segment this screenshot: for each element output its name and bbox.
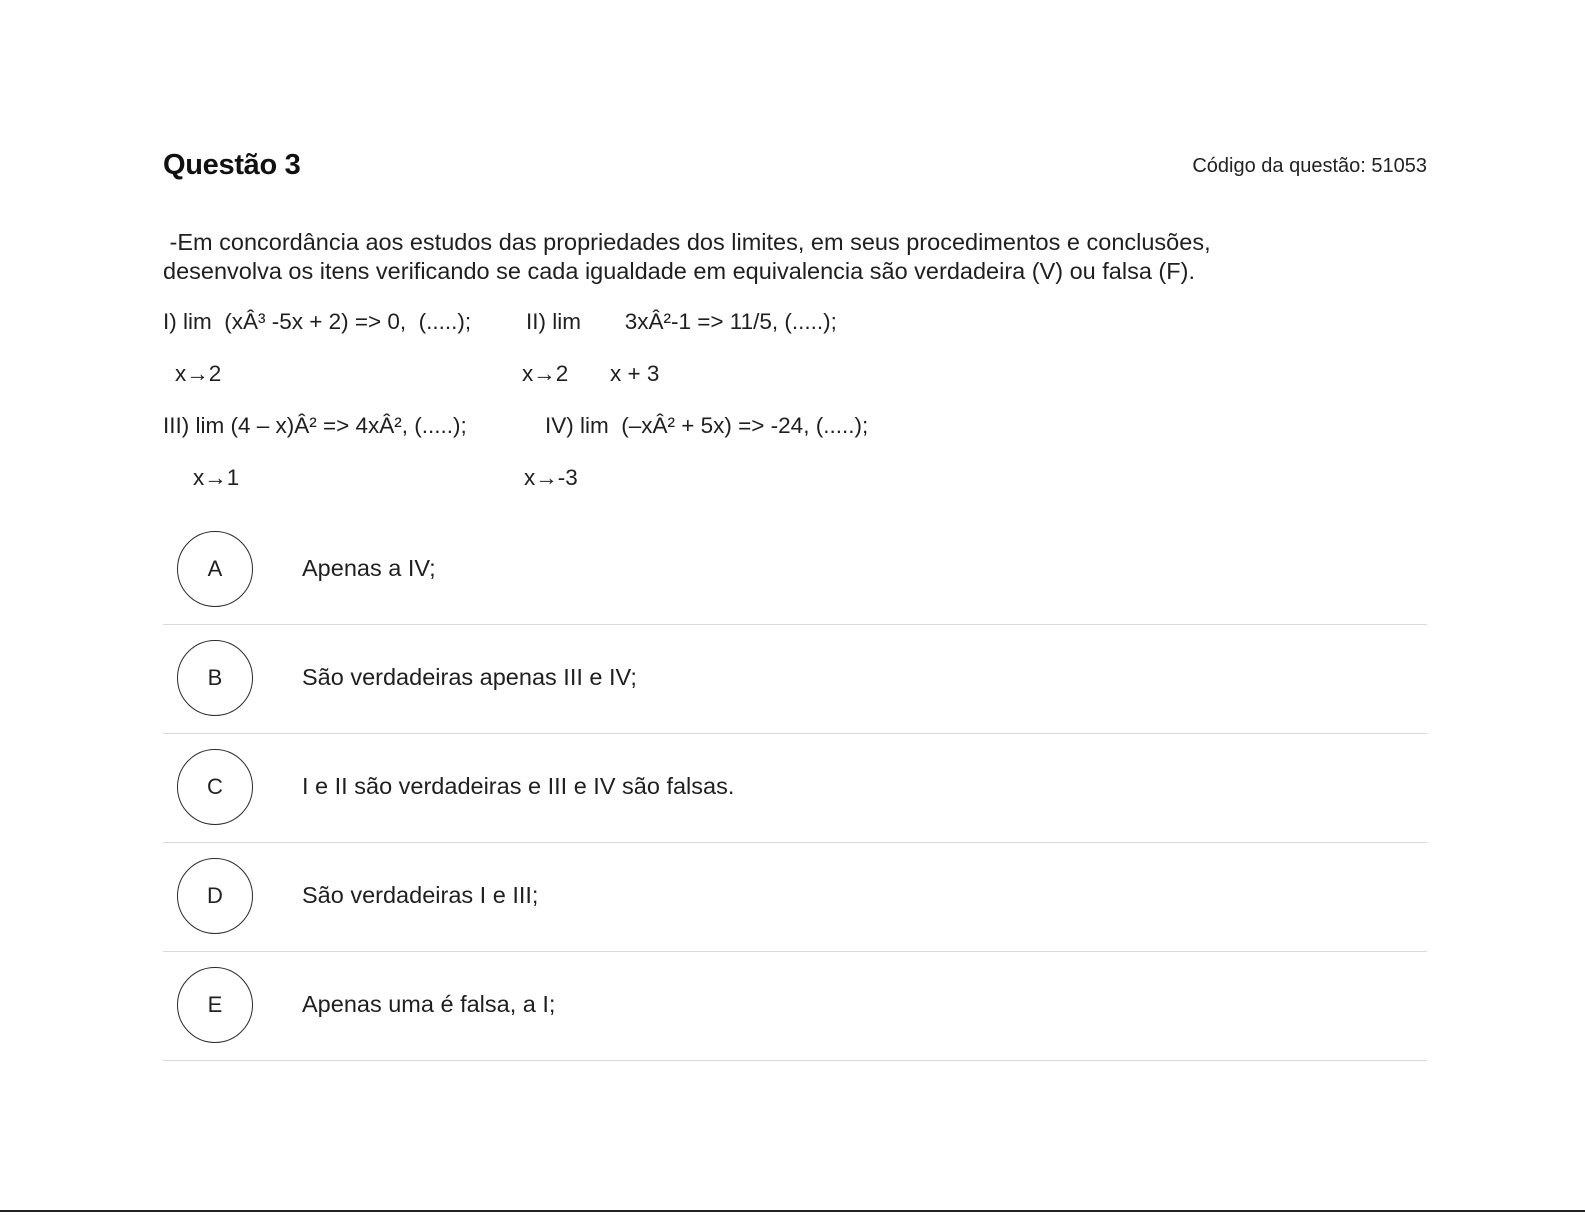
item-2-limit-subscript: x→2 [522,361,569,386]
option-e[interactable] [163,952,1427,1061]
question-header [163,145,1427,193]
item-3-limit-subscript: x→1 [193,465,240,490]
item-1-expression: I) lim (xÂ³ -5x + 2) => 0, (.....); [163,309,472,334]
bottom-divider [0,1210,1585,1212]
answer-options [163,516,1427,1061]
option-a-letter-circle[interactable]: A [177,531,253,607]
item-2-expression: II) lim 3xÂ²-1 => 11/5, (.....); [526,309,837,334]
question-code: Código da questão: 51053 [1192,155,1427,177]
option-d-letter-circle[interactable]: D [177,858,253,934]
option-e-letter-circle[interactable]: E [177,967,253,1043]
item-3-expression: III) lim (4 – x)Â² => 4xÂ², (.....); [163,413,467,438]
question-title: Questão 3 [163,149,301,181]
option-d[interactable] [163,843,1427,952]
item-4-expression: IV) lim (–xÂ² + 5x) => -24, (.....); [545,413,869,438]
option-a[interactable] [163,516,1427,625]
option-b[interactable] [163,625,1427,734]
option-c-letter-circle[interactable]: C [177,749,253,825]
option-c-text: I e II são verdadeiras e III e IV são falsas. [302,773,735,799]
item-1-limit-subscript: x→2 [175,361,222,386]
statement-line-2: desenvolva os itens verificando se cada igualdade em equivalencia são verdadeira (V) ou falsa (F). [163,258,1195,284]
question-page [163,0,1427,1225]
option-a-text: Apenas a IV; [302,555,436,581]
item-4-limit-subscript: x→-3 [524,465,578,490]
option-e-text: Apenas uma é falsa, a I; [302,991,556,1017]
option-b-letter-circle[interactable]: B [177,640,253,716]
option-d-text: São verdadeiras I e III; [302,882,539,908]
item-2-denominator: x + 3 [610,361,660,386]
question-statement [163,228,1427,286]
option-c[interactable] [163,734,1427,843]
option-b-text: São verdadeiras apenas III e IV; [302,664,637,690]
statement-line-1: -Em concordância aos estudos das propriedades dos limites, em seus procedimentos e conclusões, [163,229,1211,255]
